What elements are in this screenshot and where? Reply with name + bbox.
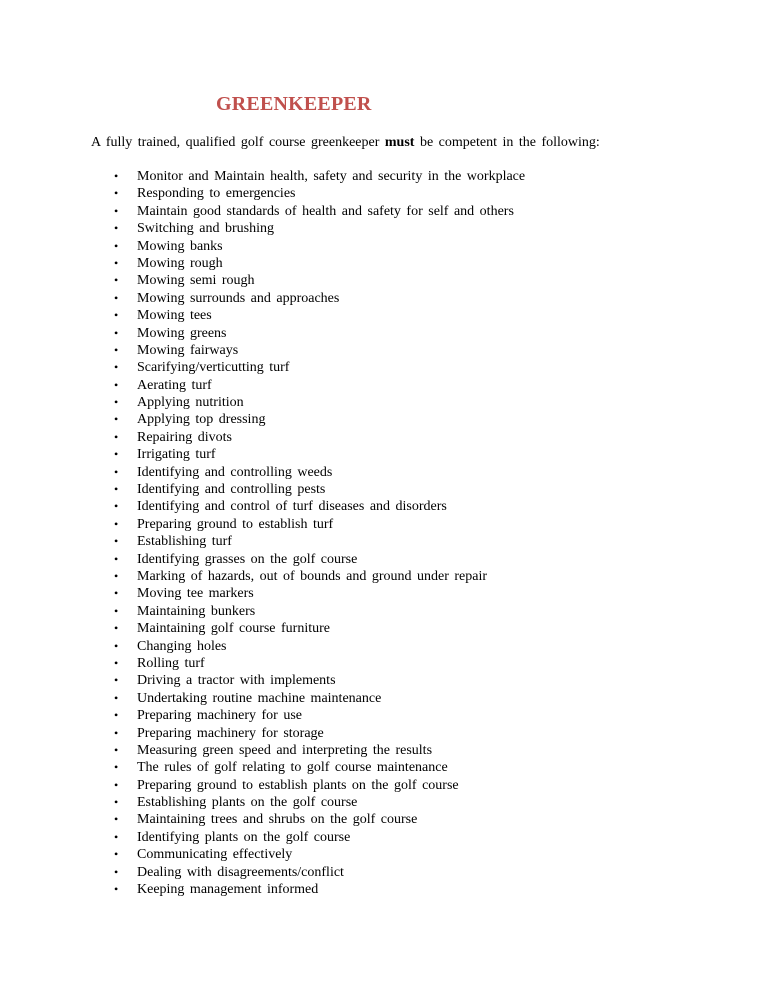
list-item-text: Undertaking routine machine maintenance <box>137 690 382 706</box>
list-item-text: Aerating turf <box>137 377 212 393</box>
list-item <box>0 603 768 620</box>
list-item-text: Mowing banks <box>137 238 223 254</box>
list-item <box>0 759 768 776</box>
list-item <box>0 864 768 881</box>
list-item <box>0 829 768 846</box>
bullet-icon: • <box>114 603 119 618</box>
bullet-icon: • <box>114 829 119 844</box>
list-item-text: Preparing ground to establish turf <box>137 516 334 532</box>
bullet-icon: • <box>114 342 119 357</box>
bullet-icon: • <box>114 638 119 653</box>
list-item-text: Monitor and Maintain health, safety and security in the workplace <box>137 169 526 184</box>
list-item <box>0 342 768 359</box>
bullet-icon: • <box>114 708 119 723</box>
list-item-text: Driving a tractor with implements <box>137 673 336 689</box>
list-item <box>0 307 768 324</box>
list-item <box>0 325 768 342</box>
list-item-text: Maintaining bunkers <box>137 603 256 619</box>
list-item <box>0 185 768 202</box>
list-item <box>0 377 768 394</box>
list-item <box>0 638 768 655</box>
list-item-text: Mowing rough <box>137 255 223 271</box>
list-item-text: Mowing surrounds and approaches <box>137 290 340 306</box>
list-item-text: Irrigating turf <box>137 447 216 463</box>
bullet-icon: • <box>114 760 119 775</box>
list-item <box>0 846 768 863</box>
list-item-text: Identifying and controlling weeds <box>137 464 333 480</box>
list-item-text: Mowing greens <box>137 325 227 341</box>
list-item <box>0 672 768 689</box>
bullet-icon: • <box>114 308 119 323</box>
intro-text-before: A fully trained, qualified golf course greenkeeper <box>91 135 380 150</box>
bullet-icon: • <box>114 551 119 566</box>
list-item <box>0 777 768 794</box>
list-item <box>0 794 768 811</box>
bullet-icon: • <box>114 377 119 392</box>
list-item <box>0 255 768 272</box>
bullet-icon: • <box>114 621 119 636</box>
intro-paragraph <box>91 134 600 152</box>
list-item-text: Rolling turf <box>137 655 205 671</box>
list-item <box>0 394 768 411</box>
list-item-text: Preparing ground to establish plants on the golf course <box>137 777 459 793</box>
list-item <box>0 168 768 185</box>
intro-text-after: be competent in the following: <box>419 135 600 150</box>
bullet-icon: • <box>114 412 119 427</box>
list-item <box>0 568 768 585</box>
bullet-icon: • <box>114 882 119 897</box>
list-item <box>0 481 768 498</box>
bullet-icon: • <box>114 169 119 183</box>
list-item <box>0 498 768 515</box>
list-item <box>0 238 768 255</box>
list-item-text: Dealing with disagreements/conflict <box>137 864 344 880</box>
list-item <box>0 620 768 637</box>
list-item <box>0 516 768 533</box>
list-item-text: The rules of golf relating to golf course maintenance <box>137 760 448 776</box>
bullet-icon: • <box>114 534 119 549</box>
bullet-icon: • <box>114 273 119 288</box>
list-item-text: Identifying and controlling pests <box>137 482 326 498</box>
bullet-icon: • <box>114 255 119 270</box>
list-item <box>0 429 768 446</box>
list-item <box>0 742 768 759</box>
list-item <box>0 551 768 568</box>
list-item <box>0 881 768 898</box>
bullet-icon: • <box>114 673 119 688</box>
bullet-icon: • <box>114 203 119 218</box>
bullet-icon: • <box>114 690 119 705</box>
list-item-text: Mowing fairways <box>137 342 239 358</box>
list-item <box>0 585 768 602</box>
list-item-text: Identifying plants on the golf course <box>137 829 351 845</box>
bullet-icon: • <box>114 742 119 757</box>
bullet-icon: • <box>114 847 119 862</box>
bullet-icon: • <box>114 499 119 514</box>
list-item <box>0 655 768 672</box>
bullet-icon: • <box>114 429 119 444</box>
bullet-icon: • <box>114 395 119 410</box>
list-item-text: Responding to emergencies <box>137 186 296 202</box>
list-item <box>0 272 768 289</box>
list-item <box>0 446 768 463</box>
bullet-icon: • <box>114 464 119 479</box>
bullet-icon: • <box>114 586 119 601</box>
list-item <box>0 220 768 237</box>
list-item-text: Mowing tees <box>137 308 212 324</box>
list-item-text: Establishing plants on the golf course <box>137 795 358 811</box>
list-item-text: Applying top dressing <box>137 412 266 428</box>
list-item-text: Maintain good standards of health and safety for self and others <box>137 203 514 219</box>
list-item-text: Moving tee markers <box>137 586 254 602</box>
list-item-text: Mowing semi rough <box>137 273 255 289</box>
list-item <box>0 411 768 428</box>
list-item <box>0 725 768 742</box>
bullet-icon: • <box>114 864 119 879</box>
list-item-text: Establishing turf <box>137 534 232 550</box>
intro-emphasis: must <box>384 135 415 150</box>
list-item-text: Measuring green speed and interpreting the results <box>137 742 433 758</box>
list-item <box>0 690 768 707</box>
list-item-text: Maintaining trees and shrubs on the golf course <box>137 812 418 828</box>
list-item-text: Maintaining golf course furniture <box>137 621 331 637</box>
list-item-text: Scarifying/verticutting turf <box>137 360 290 376</box>
list-item-text: Repairing divots <box>137 429 232 445</box>
competency-list <box>0 168 768 898</box>
bullet-icon: • <box>114 482 119 497</box>
list-item-text: Marking of hazards, out of bounds and ground under repair <box>137 568 488 584</box>
bullet-icon: • <box>114 447 119 462</box>
bullet-icon: • <box>114 360 119 375</box>
list-item-text: Identifying and control of turf diseases and disorders <box>137 499 447 515</box>
list-item <box>0 533 768 550</box>
bullet-icon: • <box>114 186 119 201</box>
list-item <box>0 203 768 220</box>
bullet-icon: • <box>114 238 119 253</box>
bullet-icon: • <box>114 725 119 740</box>
list-item-text: Identifying grasses on the golf course <box>137 551 358 567</box>
list-item-text: Switching and brushing <box>137 221 274 237</box>
list-item-text: Applying nutrition <box>137 395 244 411</box>
bullet-icon: • <box>114 290 119 305</box>
bullet-icon: • <box>114 325 119 340</box>
list-item <box>0 707 768 724</box>
page-title: GREENKEEPER <box>216 93 372 115</box>
list-item-text: Preparing machinery for storage <box>137 725 324 741</box>
bullet-icon: • <box>114 795 119 810</box>
list-item <box>0 464 768 481</box>
bullet-icon: • <box>114 568 119 583</box>
bullet-icon: • <box>114 777 119 792</box>
bullet-icon: • <box>114 655 119 670</box>
list-item-text: Keeping management informed <box>137 882 319 898</box>
bullet-icon: • <box>114 221 119 236</box>
list-item <box>0 811 768 828</box>
list-item <box>0 290 768 307</box>
list-item-text: Communicating effectively <box>137 847 293 863</box>
bullet-icon: • <box>114 516 119 531</box>
bullet-icon: • <box>114 812 119 827</box>
list-item-text: Preparing machinery for use <box>137 708 302 724</box>
list-item-text: Changing holes <box>137 638 227 654</box>
list-item <box>0 359 768 376</box>
